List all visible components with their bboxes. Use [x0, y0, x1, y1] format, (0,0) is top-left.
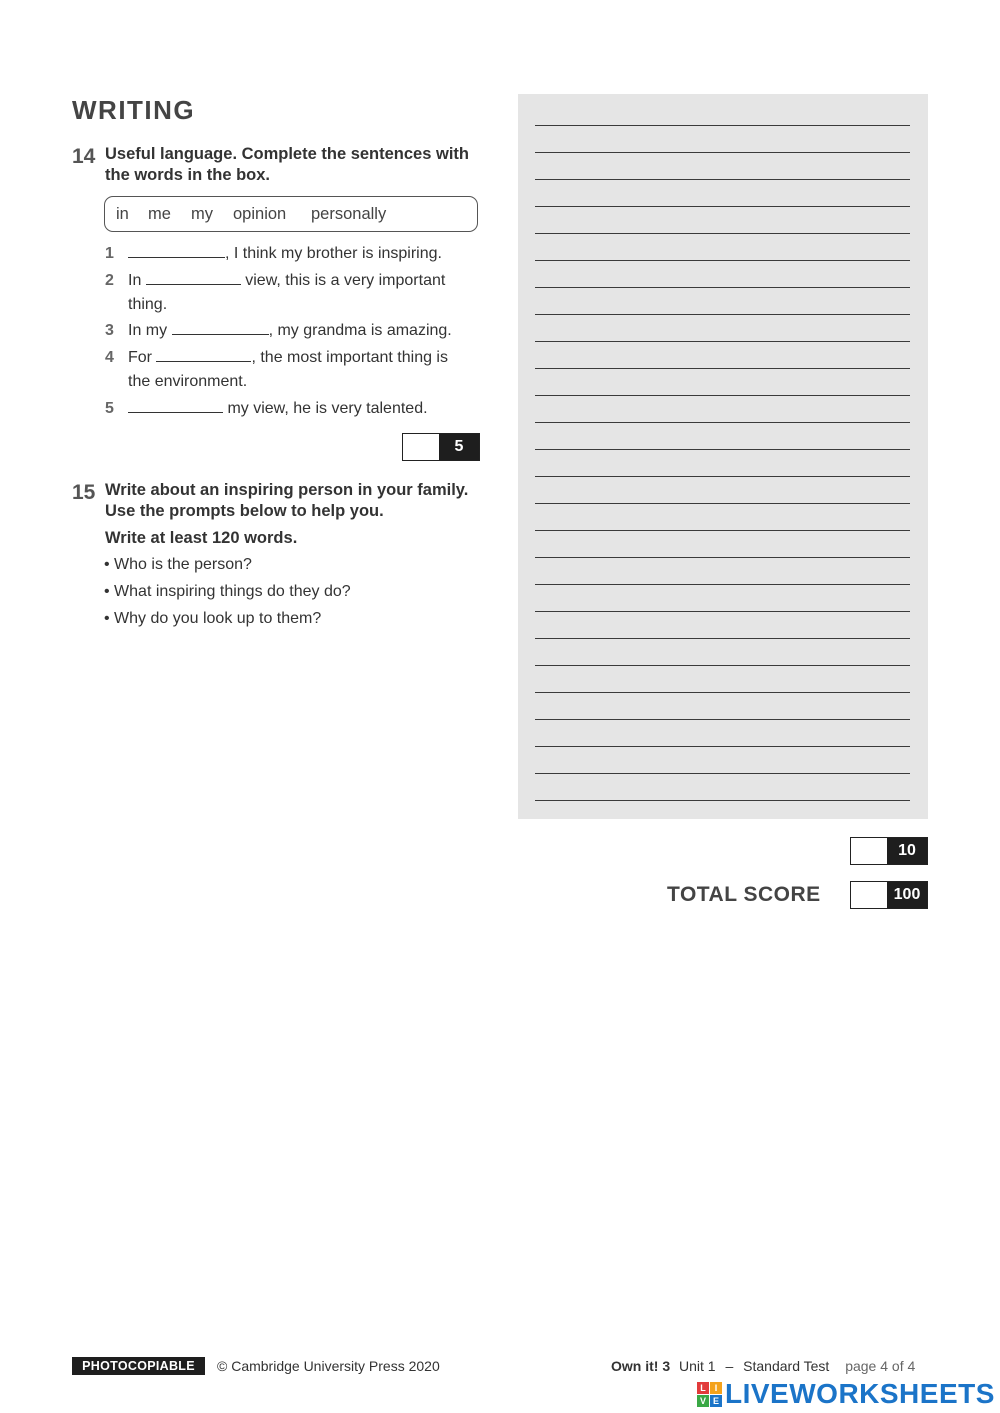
item-number: 5	[105, 400, 114, 417]
item-text-before: In	[128, 272, 146, 289]
word-box-word: personally	[311, 205, 387, 223]
writing-line	[535, 638, 910, 639]
logo-letter: V	[697, 1395, 709, 1407]
writing-line	[535, 341, 910, 342]
word-box-word: in	[116, 205, 129, 223]
writing-line	[535, 395, 910, 396]
writing-line	[535, 746, 910, 747]
prompt-bullet: • Who is the person?	[104, 556, 252, 573]
q15-score-input[interactable]	[851, 838, 887, 864]
liveworksheets-logo[interactable]	[697, 1378, 995, 1410]
item-text-after: my view, he is very talented.	[223, 400, 428, 417]
footer-test-name: Standard Test	[743, 1358, 830, 1374]
item-text-before: In my	[128, 322, 172, 339]
footer-book-title: Own it! 3	[611, 1358, 671, 1374]
writing-line	[535, 530, 910, 531]
question-15-instruction-line2: Use the prompts below to help you.	[105, 502, 384, 520]
section-title: WRITING	[72, 95, 196, 125]
total-score-max: 100	[887, 882, 927, 908]
writing-line	[535, 611, 910, 612]
footer-book-info	[611, 1358, 915, 1374]
writing-line	[535, 719, 910, 720]
word-box-word: opinion	[233, 205, 287, 223]
q15-score-max: 10	[887, 838, 927, 864]
answer-blank-5[interactable]	[128, 398, 223, 413]
q15-score-box	[850, 837, 928, 865]
footer-page-number: page 4 of 4	[845, 1358, 916, 1374]
writing-line	[535, 584, 910, 585]
item-text-after: , my grandma is amazing.	[268, 322, 452, 339]
liveworksheets-logo-icon	[697, 1382, 722, 1407]
answer-blank-4[interactable]	[156, 347, 251, 362]
item-text-continued: the environment.	[128, 373, 248, 390]
writing-line	[535, 125, 910, 126]
footer-unit: Unit 1	[679, 1358, 716, 1374]
item-number: 2	[105, 272, 114, 289]
question-15-word-count: Write at least 120 words.	[105, 529, 298, 547]
logo-letter: E	[710, 1395, 722, 1407]
liveworksheets-logo-text: LIVEWORKSHEETS	[725, 1378, 995, 1409]
word-box-word: me	[148, 205, 171, 223]
total-score-label: TOTAL SCORE	[667, 883, 821, 906]
q14-score-max: 5	[439, 434, 479, 460]
logo-letter: L	[697, 1382, 709, 1394]
writing-line	[535, 368, 910, 369]
writing-line	[535, 692, 910, 693]
prompt-bullet: • What inspiring things do they do?	[104, 583, 351, 600]
photocopiable-badge: PHOTOCOPIABLE	[72, 1357, 205, 1375]
item-text-after: view, this is a very important	[240, 272, 446, 289]
writing-line	[535, 206, 910, 207]
q14-score-input[interactable]	[403, 434, 439, 460]
question-15-instruction-line1: Write about an inspiring person in your family.	[105, 481, 469, 499]
writing-line	[535, 422, 910, 423]
question-14-instruction-line2: the words in the box.	[105, 166, 271, 184]
writing-line	[535, 260, 910, 261]
writing-line	[535, 773, 910, 774]
writing-line	[535, 449, 910, 450]
writing-line	[535, 503, 910, 504]
writing-line	[535, 314, 910, 315]
copyright-text: © Cambridge University Press 2020	[217, 1358, 440, 1374]
question-14-number: 14	[72, 145, 96, 168]
word-box	[104, 196, 478, 232]
question-14-instruction-line1: Useful language. Complete the sentences with	[105, 145, 469, 163]
footer-dash: –	[725, 1358, 734, 1374]
item-text-after: , the most important thing is	[251, 349, 448, 366]
answer-blank-3[interactable]	[172, 320, 269, 335]
item-text-continued: thing.	[128, 296, 168, 313]
writing-line	[535, 287, 910, 288]
item-text-after: , I think my brother is inspiring.	[225, 245, 442, 262]
item-number: 4	[105, 349, 114, 366]
answer-blank-2[interactable]	[146, 270, 241, 285]
item-number: 3	[105, 322, 114, 339]
writing-line	[535, 800, 910, 801]
word-box-word: my	[191, 205, 213, 223]
writing-area[interactable]	[518, 94, 928, 819]
writing-line	[535, 557, 910, 558]
writing-line	[535, 179, 910, 180]
question-15-number: 15	[72, 481, 96, 504]
writing-line	[535, 476, 910, 477]
prompt-bullet: • Why do you look up to them?	[104, 610, 322, 627]
logo-letter: I	[710, 1382, 722, 1394]
item-number: 1	[105, 245, 114, 262]
answer-blank-1[interactable]	[128, 243, 225, 258]
writing-line	[535, 665, 910, 666]
total-score-box	[850, 881, 928, 909]
writing-line	[535, 152, 910, 153]
q14-score-box	[402, 433, 480, 461]
item-text-before: For	[128, 349, 157, 366]
writing-line	[535, 233, 910, 234]
total-score-input[interactable]	[851, 882, 887, 908]
